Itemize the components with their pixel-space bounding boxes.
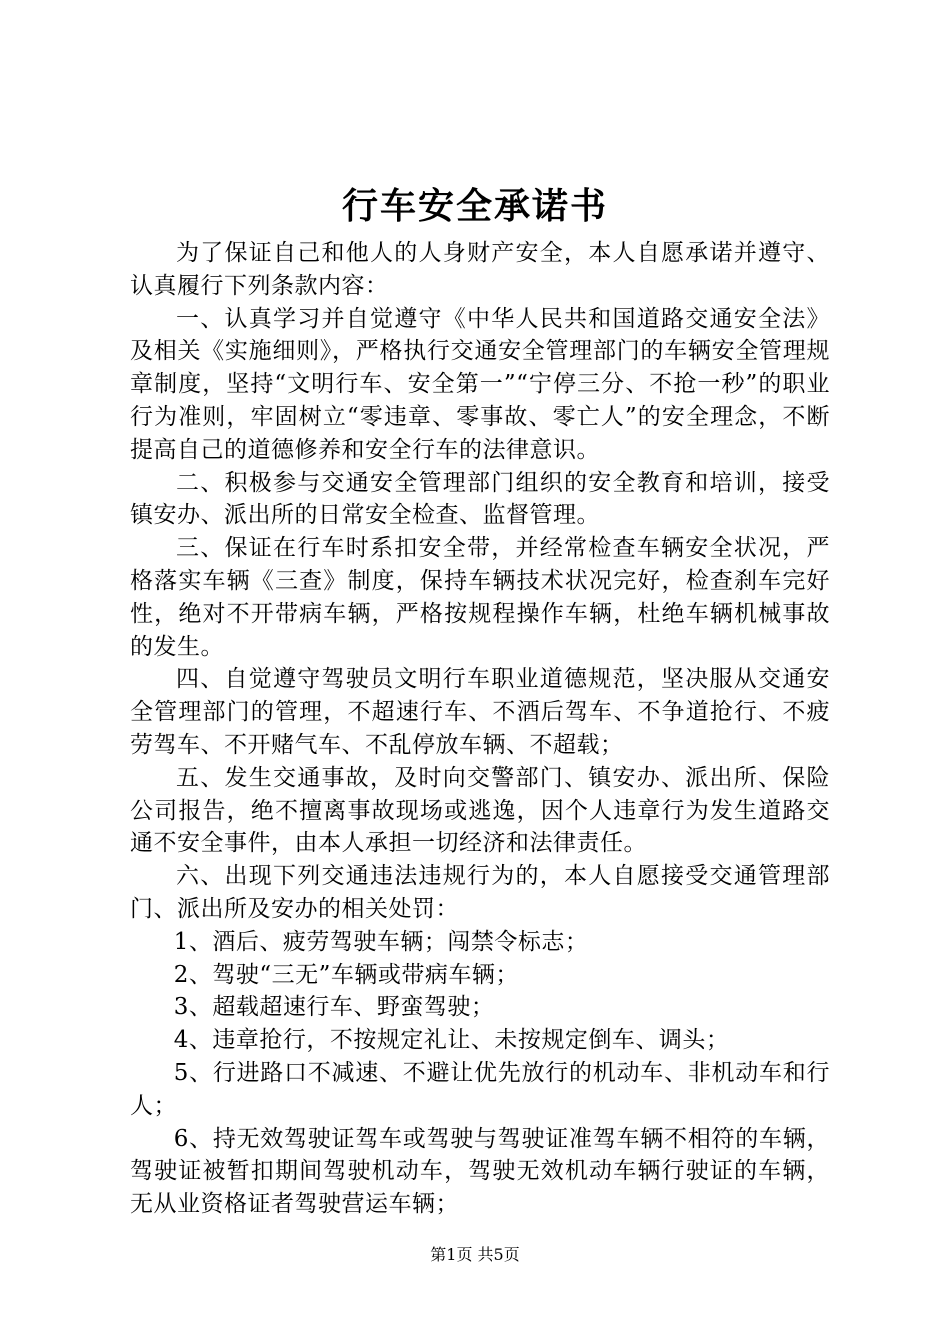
- violation-item-1: 1、酒后、疲劳驾驶车辆；闯禁令标志；: [173, 928, 589, 955]
- violation-item-5: 5、行进路口不减速、不避让优先放行的机动车、非机动车和行人；: [130, 1059, 830, 1119]
- page-number: 第1页 共5页: [430, 1245, 520, 1264]
- clause-4-paragraph: 四、自觉遵守驾驶员文明行车职业道德规范，坚决服从交通安全管理部门的管理，不超速行车、不酒后驾车、不争道抢行、不疲劳驾车、不开赌气车、不乱停放车辆、不超载；: [130, 666, 830, 758]
- violation-item-2: 2、驾驶“三无”车辆或带病车辆；: [173, 961, 519, 988]
- clause-3-paragraph: 三、保证在行车时系扣安全带，并经常检查车辆安全状况，严格落实车辆《三查》制度，保持车辆技术状况完好，检查刹车完好性，绝对不开带病车辆，严格按规程操作车辆，杜绝车辆机械事故的发生。: [130, 535, 830, 660]
- clause-6-paragraph: 六、出现下列交通违法违规行为的，本人自愿接受交通管理部门、派出所及安办的相关处罚：: [130, 863, 830, 922]
- intro-paragraph: 为了保证自己和他人的人身财产安全，本人自愿承诺并遵守、认真履行下列条款内容：: [130, 240, 830, 299]
- violation-item-6: 6、持无效驾驶证驾车或驾驶与驾驶证准驾车辆不相符的车辆，驾驶证被暂扣期间驾驶机动车，驾驶无效机动车辆行驶证的车辆，无从业资格证者驾驶营运车辆；: [130, 1125, 830, 1218]
- document-title: 行车安全承诺书: [341, 185, 608, 227]
- clause-2-paragraph: 二、积极参与交通安全管理部门组织的安全教育和培训，接受镇安办、派出所的日常安全检查、监督管理。: [130, 469, 830, 529]
- document-body: [130, 237, 830, 1221]
- violation-item-4: 4、违章抢行，不按规定礼让、未按规定倒车、调头；: [173, 1027, 730, 1054]
- violation-item-3: 3、超载超速行车、野蛮驾驶；: [173, 994, 495, 1021]
- clause-5-paragraph: 五、发生交通事故，及时向交警部门、镇安办、派出所、保险公司报告，绝不擅离事故现场或逃逸，因个人违章行为发生道路交通不安全事件，由本人承担一切经济和法律责任。: [130, 764, 830, 857]
- clause-1-paragraph: 一、认真学习并自觉遵守《中华人民共和国道路交通安全法》及相关《实施细则》，严格执行交通安全管理部门的车辆安全管理规章制度，坚持“文明行车、安全第一”“宁停三分、不抢一秒”的职业行为准则，牢固树立“零违章、零事故、零亡人”的安全理念，不断提高自己的道德修养和安全行车的法律意识。: [130, 305, 830, 463]
